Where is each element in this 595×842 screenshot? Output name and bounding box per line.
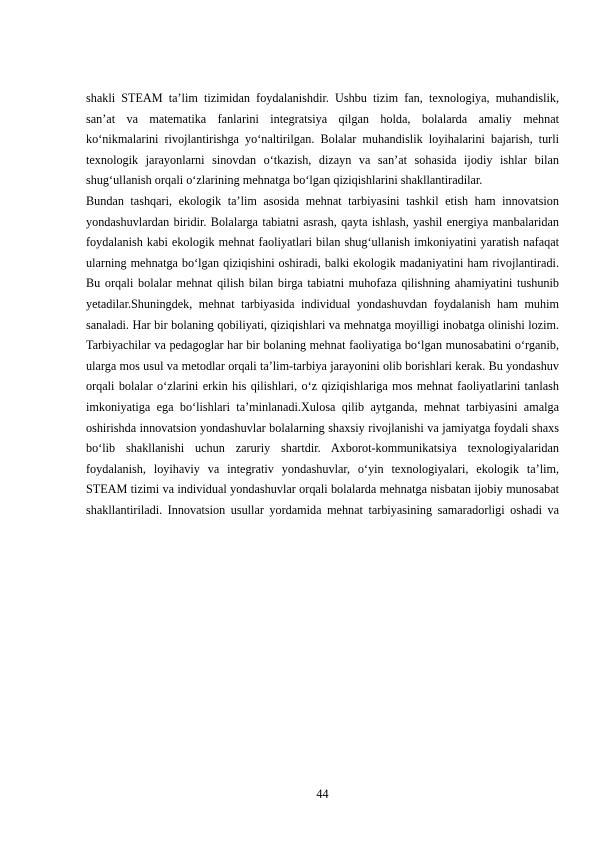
paragraph-ecology-conclusion: Bundan tashqari, ekologik ta’lim asosida mehnat tarbiyasini tashkil etish ham innovatsion yondashuvlardan biridir. Bolalarga tabiatni asrash, qayta ishlash, yashil energiya manbalaridan foydalanish kabi ekologik mehnat faoliyatlari bilan shug‘ullanish imkoniyatini yaratish nafaqat ularning mehnatga bo‘lgan qiziqishini oshiradi, balki ekologik madaniyatini ham rivojlantiradi. Bu orqali bolalar mehnat qilish bilan birga tabiatni muhofaza qilishning ahamiyatini tushunib yetadilar.Shuningdek, mehnat tarbiyasida individual yondashuvdan foydalanish ham muhim sanaladi. Har bir bolaning qobiliyati, qiziqishlari va mehnatga moyilligi inobatga olinishi lozim. Tarbiyachilar va pedagoglar har bir bolaning mehnat faoliyatiga bo‘lgan munosabatini o‘rganib, ularga mos usul va metodlar orqali ta’lim-tarbiya jarayonini olib borishlari kerak. Bu yondashuv orqali bolalar o‘zlarini erkin his qilishlari, o‘z qiziqishlariga mos mehnat faoliyatlarini tanlash imkoniyatiga ega bo‘lishlari ta’minlanadi.Xulosa qilib aytganda, mehnat tarbiyasini amalga oshirishda innovatsion yondashuvlar bolalarning shaxsiy rivojlanishi va jamiyatga foydali shaxs bo‘lib shakllanishi uchun zaruriy shartdir. Axborot-kommunikatsiya texnologiyalaridan foydalanish, loyihaviy va integrativ yondashuvlar, o‘yin texnologiyalari, ekologik ta’lim, STEAM tizimi va individual yondashuvlar orqali bolalarda mehnatga nisbatan ijobiy munosabat shakllantiriladi. Innovatsion usullar yordamida mehnat tarbiyasining samaradorligi oshadi va	[86, 193, 559, 517]
page-number: 44	[316, 787, 329, 801]
paragraph-steam: shakli STEAM ta’lim tizimidan foydalanishdir. Ushbu tizim fan, texnologiya, muhandislik, san’at va matematika fanlarini integratsiya qilgan holda, bolalarda amaliy mehnat ko‘nikmalarini rivojlantirishga yo‘naltirilgan. Bolalar muhandislik loyihalarini bajarish, turli texnologik jarayonlarni sinovdan o‘tkazish, dizayn va san’at sohasida ijodiy ishlar bilan shug‘ullanish orqali o‘zlarining mehnatga bo‘lgan qiziqishlarini shakllantiradilar.	[86, 91, 559, 188]
body-text	[86, 88, 559, 520]
